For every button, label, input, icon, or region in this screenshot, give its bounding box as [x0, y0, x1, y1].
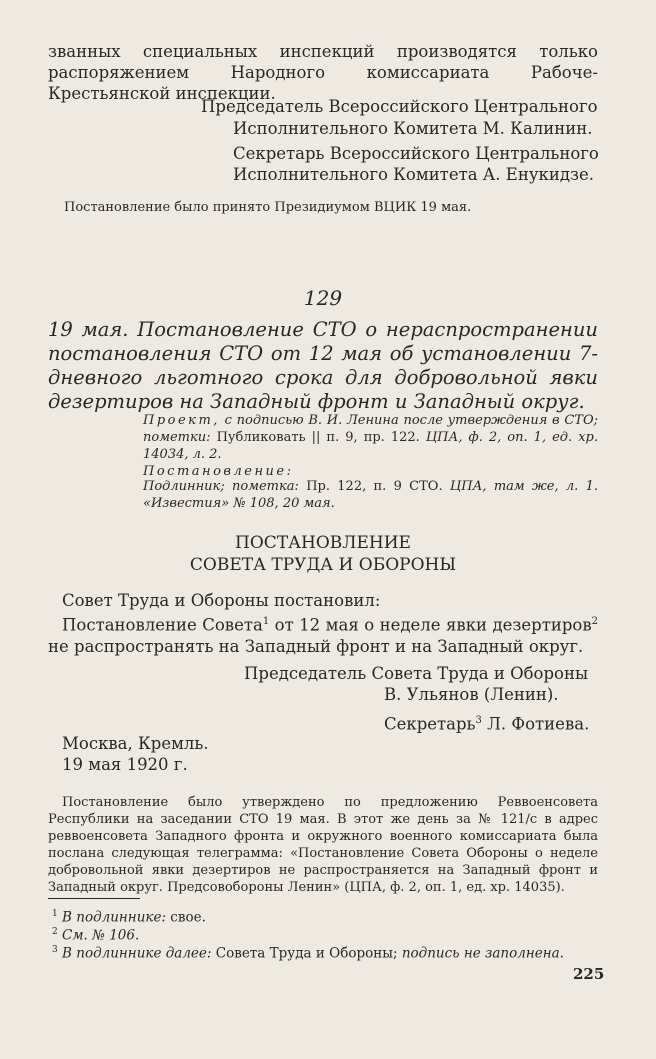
resolution-intro: Совет Труда и Обороны постановил: — [62, 591, 381, 610]
page-number: 225 — [573, 965, 605, 983]
footnote-3-italic-2: подпись не заполнена. — [401, 945, 564, 962]
footnote-1-text: свое. — [170, 909, 206, 926]
source-draft-archive: ЦПА, ф. 2, оп. 1, ед. хр. 14034, л. 2. — [143, 430, 599, 462]
editorial-note: Постановление было утверждено по предложению Реввоенсовета Республики на заседании СТО 19 мая. В этот же день за № 121/с в адрес реввоенсовета Западного фронта и окружного военного комиссариата была послана следующая телеграмма: «Постановление Совета Обороны о неделе добровольной явки дезертиров не распространяется на Западный фронт и Западный округ. Предсовобороны Ленин» (ЦПА, ф. 2, оп. 1, ед. хр. 14035). — [48, 795, 598, 895]
enukidze-signature-line-2: Исполнительного Комитета А. Енукидзе. — [233, 165, 595, 184]
footnote-1-italic: В подлиннике: — [62, 909, 166, 926]
source-original-archive: ЦПА, там же, л. 1. «Известия» № 108, 20 мая. — [143, 479, 598, 511]
footnote-divider — [48, 898, 140, 899]
previous-document-note: Постановление было принято Президиумом ВЦИК 19 мая. — [64, 200, 472, 215]
source-draft-mark: Публиковать || п. 9, пр. 122. — [216, 430, 420, 445]
footnote-3-italic: В подлиннике далее: — [62, 945, 212, 962]
resolution-body-part-2: от 12 мая о неделе явки дезертиров — [269, 615, 592, 635]
source-original-mark: Пр. 122, п. 9 СТО. — [306, 479, 443, 494]
footnote-ref-1: 1 — [262, 616, 270, 627]
source-original-desc: Подлинник; пометка: — [143, 479, 299, 494]
resolution-title-line-2: СОВЕТА ТРУДА И ОБОРОНЫ — [189, 555, 457, 575]
footnote-ref-2: 2 — [591, 616, 599, 627]
lenin-signature-title: Председатель Совета Труда и Обороны — [244, 664, 589, 683]
resolution-body — [48, 611, 598, 657]
footnote-2-italic: См. № 106. — [62, 927, 140, 944]
source-draft-desc: с подписью В. И. Ленина после утверждения в СТО; пометки: — [143, 413, 598, 445]
place: Москва, Кремль. — [62, 734, 209, 753]
kalinin-signature-line-1: Председатель Всероссийского Центрального — [201, 97, 598, 116]
kalinin-signature-line-2: Исполнительного Комитета М. Калинин. — [233, 119, 593, 138]
source-resolution-label: Постановление: — [143, 464, 294, 479]
enukidze-signature-line-1: Секретарь Всероссийского Центрального — [233, 144, 599, 163]
resolution-title-line-1: ПОСТАНОВЛЕНИЕ — [235, 533, 411, 553]
footnote-ref-3: 3 — [475, 715, 482, 726]
fotieva-signature-name: Л. Фотиева. — [481, 714, 590, 734]
fotieva-signature — [384, 710, 589, 736]
fotieva-signature-title: Секретарь — [384, 714, 476, 734]
archival-source-draft — [143, 412, 598, 463]
source-draft-label: Проект, — [143, 413, 220, 428]
footnote-1-mark: 1 — [52, 909, 58, 919]
document-number: 129 — [303, 286, 343, 310]
date: 19 мая 1920 г. — [62, 755, 188, 774]
document-heading: 19 мая. Постановление СТО о нераспространении постановления СТО от 12 мая об установлении 7-дневного льготного срока для добровольной явки дезертиров на Западный фронт и Западный округ. — [48, 318, 598, 413]
footnote-2-mark: 2 — [52, 927, 58, 937]
footnote-3-mark: 3 — [52, 945, 58, 955]
resolution-body-part-1: Постановление Совета — [62, 615, 263, 635]
archival-source-original — [143, 478, 598, 512]
lenin-signature-name: В. Ульянов (Ленин). — [384, 685, 559, 704]
footnote-3-text: Совета Труда и Обороны; — [215, 945, 398, 962]
previous-document-text: званных специальных инспекций производятся только распоряжением Народного комиссариата Рабоче-Крестьянской инспекции. — [48, 42, 598, 103]
footnote-3 — [52, 941, 564, 963]
resolution-body-part-3: не распространять на Западный фронт и на Западный округ. — [48, 636, 584, 656]
